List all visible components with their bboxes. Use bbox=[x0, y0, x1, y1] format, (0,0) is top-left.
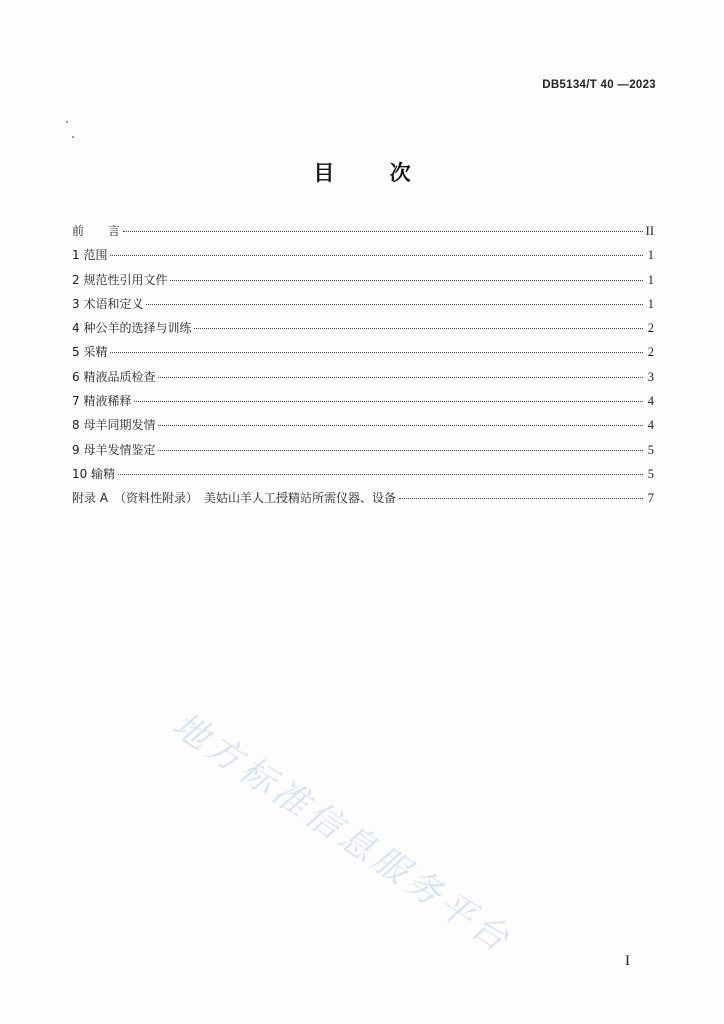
toc-entry-label: 8 母羊同期发情 bbox=[72, 418, 156, 433]
toc-leader-dots bbox=[158, 450, 643, 451]
table-of-contents bbox=[72, 222, 654, 514]
toc-entry-label: 附录 A （资料性附录） 美姑山羊人工授精站所需仪器、设备 bbox=[72, 491, 397, 506]
toc-entry-page: 7 bbox=[647, 491, 654, 506]
toc-leader-dots bbox=[170, 280, 643, 281]
toc-entry-label: 10 输精 bbox=[72, 466, 116, 481]
toc-entry-page: II bbox=[645, 224, 654, 238]
toc-leader-dots bbox=[158, 377, 643, 378]
toc-entry[interactable] bbox=[72, 295, 654, 319]
toc-entry[interactable] bbox=[72, 489, 654, 513]
toc-entry-page: 2 bbox=[647, 345, 654, 360]
document-code: DB5134/T 40 —2023 bbox=[542, 79, 656, 91]
toc-entry-page: 1 bbox=[647, 272, 654, 287]
toc-leader-dots bbox=[110, 352, 643, 353]
toc-entry-label: 3 术语和定义 bbox=[72, 296, 144, 311]
toc-entry[interactable] bbox=[72, 246, 654, 270]
toc-leader-dots bbox=[110, 255, 643, 256]
toc-entry-label: 1 范围 bbox=[72, 248, 108, 263]
scan-speck bbox=[66, 121, 68, 123]
toc-leader-dots bbox=[146, 304, 643, 305]
toc-entry-label: 2 规范性引用文件 bbox=[72, 272, 168, 287]
toc-entry[interactable] bbox=[72, 368, 654, 392]
toc-entry[interactable] bbox=[72, 343, 654, 367]
toc-entry-label: 5 采精 bbox=[72, 345, 108, 360]
toc-entry[interactable] bbox=[72, 465, 654, 489]
toc-leader-dots bbox=[399, 498, 643, 499]
watermark: 地方标准信息服务平台 bbox=[165, 704, 520, 962]
toc-entry-page: 5 bbox=[647, 442, 654, 457]
toc-entry-page: 1 bbox=[647, 248, 654, 263]
toc-entry-page: 2 bbox=[647, 321, 654, 336]
toc-entry-page: 4 bbox=[647, 418, 654, 433]
toc-leader-dots bbox=[118, 474, 643, 475]
toc-entry-label: 6 精液品质检查 bbox=[72, 369, 156, 384]
toc-entry-page: 4 bbox=[647, 394, 654, 409]
toc-entry[interactable] bbox=[72, 441, 654, 465]
toc-entry-label: 4 种公羊的选择与训练 bbox=[72, 321, 192, 336]
toc-entry[interactable] bbox=[72, 319, 654, 343]
toc-leader-dots bbox=[134, 401, 643, 402]
toc-entry-label: 前 言 bbox=[72, 224, 121, 238]
toc-leader-dots bbox=[123, 231, 643, 232]
toc-entry-page: 5 bbox=[647, 466, 654, 481]
page-number: I bbox=[625, 953, 630, 969]
toc-entry-page: 1 bbox=[647, 296, 654, 311]
toc-entry[interactable] bbox=[72, 271, 654, 295]
toc-entry-label: 7 精液稀释 bbox=[72, 394, 132, 409]
toc-entry[interactable] bbox=[72, 222, 654, 246]
toc-entry-page: 3 bbox=[647, 369, 654, 384]
toc-leader-dots bbox=[158, 425, 643, 426]
toc-leader-dots bbox=[194, 328, 643, 329]
toc-entry[interactable] bbox=[72, 416, 654, 440]
toc-entry-label: 9 母羊发情鉴定 bbox=[72, 442, 156, 457]
toc-title: 目 次 bbox=[313, 161, 435, 185]
scan-speck bbox=[72, 136, 74, 138]
toc-entry[interactable] bbox=[72, 392, 654, 416]
